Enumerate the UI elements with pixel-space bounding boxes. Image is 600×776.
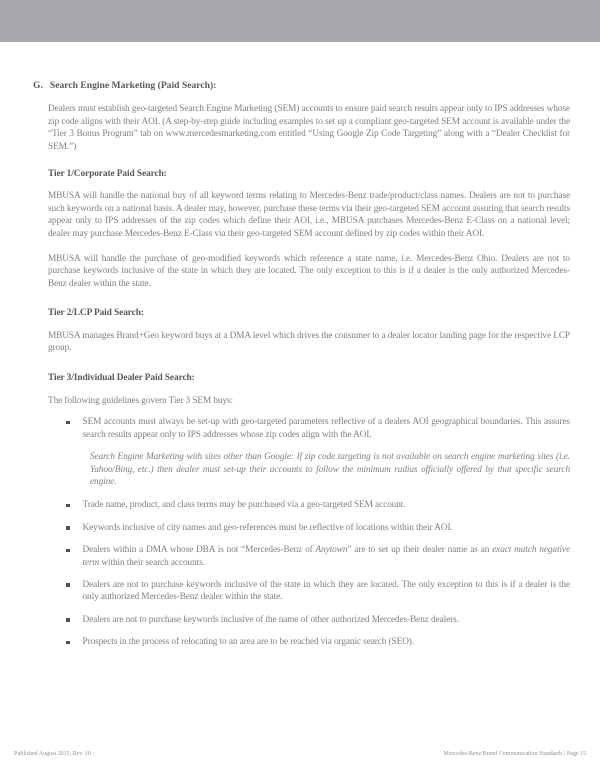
- tier1-paragraph-1: MBUSA will handle the national buy of all keyword terms relating to Mercedes-Benz trade/product/class names. Dealers are not to purchase such keywords on a national basis. A dealer may, however, purchase these terms via their geo-targeted SEM account assuring that search results appear only to IPS addresses of the zip codes which define their AOI, i.e., MBUSA purchases Mercedes-Benz E-Class on a national level; dealer may purchase Mercedes-Benz E-Class via their geo-targeted SEM account defined by zip codes within their AOI.: [48, 191, 570, 239]
- footer-page-info: Mercedes-Benz Brand Communication Standards | Page 15: [443, 751, 586, 757]
- tier1-heading: Tier 1/Corporate Paid Search:: [48, 169, 167, 180]
- header-bar: [0, 0, 600, 42]
- bullet-text: Keywords inclusive of city names and geo-references must be reflective of locations within their AOI.: [82, 522, 453, 533]
- bullet-text: Dealers are not to purchase keywords inclusive of the name of other authorized Mercedes-Benz dealers.: [82, 614, 459, 625]
- square-bullet-icon: [66, 504, 70, 508]
- tier1-paragraph-2: MBUSA will handle the purchase of geo-modified keywords which reference a state name, i.e. Mercedes-Benz Ohio. Dealers are not to purchase keywords inclusive of the state in which they are located. The only exception to this is if a dealer is the only authorized Mercedes-Benz dealer within the state.: [48, 254, 570, 289]
- tier2-paragraph: MBUSA manages Brand+Geo keyword buys at a DMA level which drives the consumer to a dealer locator landing page for the respective LCP group.: [48, 330, 570, 354]
- tier3-intro: The following guidelines govern Tier 3 SEM buys:: [48, 395, 234, 406]
- list-item: [48, 499, 570, 511]
- footer-publish-date: Published August 2015, Rev. 10: [14, 751, 91, 757]
- section-letter: G.: [33, 80, 43, 91]
- tier2-heading: Tier 2/LCP Paid Search:: [48, 308, 144, 319]
- bullet-text: Dealers within a DMA whose DBA is not “Mercedes-Benz of Anytown” are to set up their dealer name as an exact match negative term within their search accounts.: [82, 545, 570, 568]
- square-bullet-icon: [66, 526, 70, 530]
- intro-paragraph: Dealers must establish geo-targeted Search Engine Marketing (SEM) accounts to ensure paid search results appear only to IPS addresses whose zip code aligns with their AOI. (A step-by-step guide including examples to set up a compliant geo-targeted SEM account is available under the “Tier 3 Bonus Program” tab on www.mercedesmarketing.com entitled “Using Google Zip Code Targeting” along with a “Dealer Checklist for SEM.”): [48, 104, 570, 152]
- bullet-text: Prospects in the process of relocating to an area are to be reached via organic search (SEO).: [82, 637, 415, 648]
- google-note: [48, 451, 570, 488]
- list-item: [48, 544, 570, 569]
- section-title: Search Engine Marketing (Paid Search):: [49, 80, 217, 91]
- bullet-text: Dealers are not to purchase keywords inclusive of the state in which they are located. The only exception to this is if a dealer is the only authorized Mercedes-Benz dealer within the state.: [82, 579, 570, 603]
- tier3-bullet-list: [48, 416, 570, 648]
- bullet-text: SEM accounts must always be set-up with geo-targeted parameters reflective of a dealers AOI geographical boundaries. This assures search results appear only to IPS addresses whose zip codes align with the AOI.: [82, 417, 570, 440]
- list-item: [48, 522, 570, 534]
- section-body: [48, 103, 570, 648]
- page-footer: [14, 751, 586, 757]
- tier3-heading: Tier 3/Individual Dealer Paid Search:: [48, 372, 195, 383]
- bullet-text: Trade name, product, and class terms may be purchased via a geo-targeted SEM account.: [82, 500, 406, 511]
- list-item: [48, 636, 570, 648]
- section-heading: [33, 80, 570, 92]
- square-bullet-icon: [66, 641, 70, 645]
- page-content: [0, 80, 600, 649]
- square-bullet-icon: [66, 618, 70, 622]
- list-item: [48, 579, 570, 604]
- square-bullet-icon: [66, 549, 70, 553]
- list-item: [48, 416, 570, 441]
- square-bullet-icon: [66, 421, 70, 425]
- square-bullet-icon: [66, 583, 70, 587]
- list-item: [48, 614, 570, 626]
- google-note-text: Search Engine Marketing with sites other than Google: If zip code targeting is not available on search engine marketing sites (i.e. Yahoo/Bing, etc.) then dealer must set-up their accounts to follow the minimum radius officially offered by that specific search engine.: [90, 452, 570, 487]
